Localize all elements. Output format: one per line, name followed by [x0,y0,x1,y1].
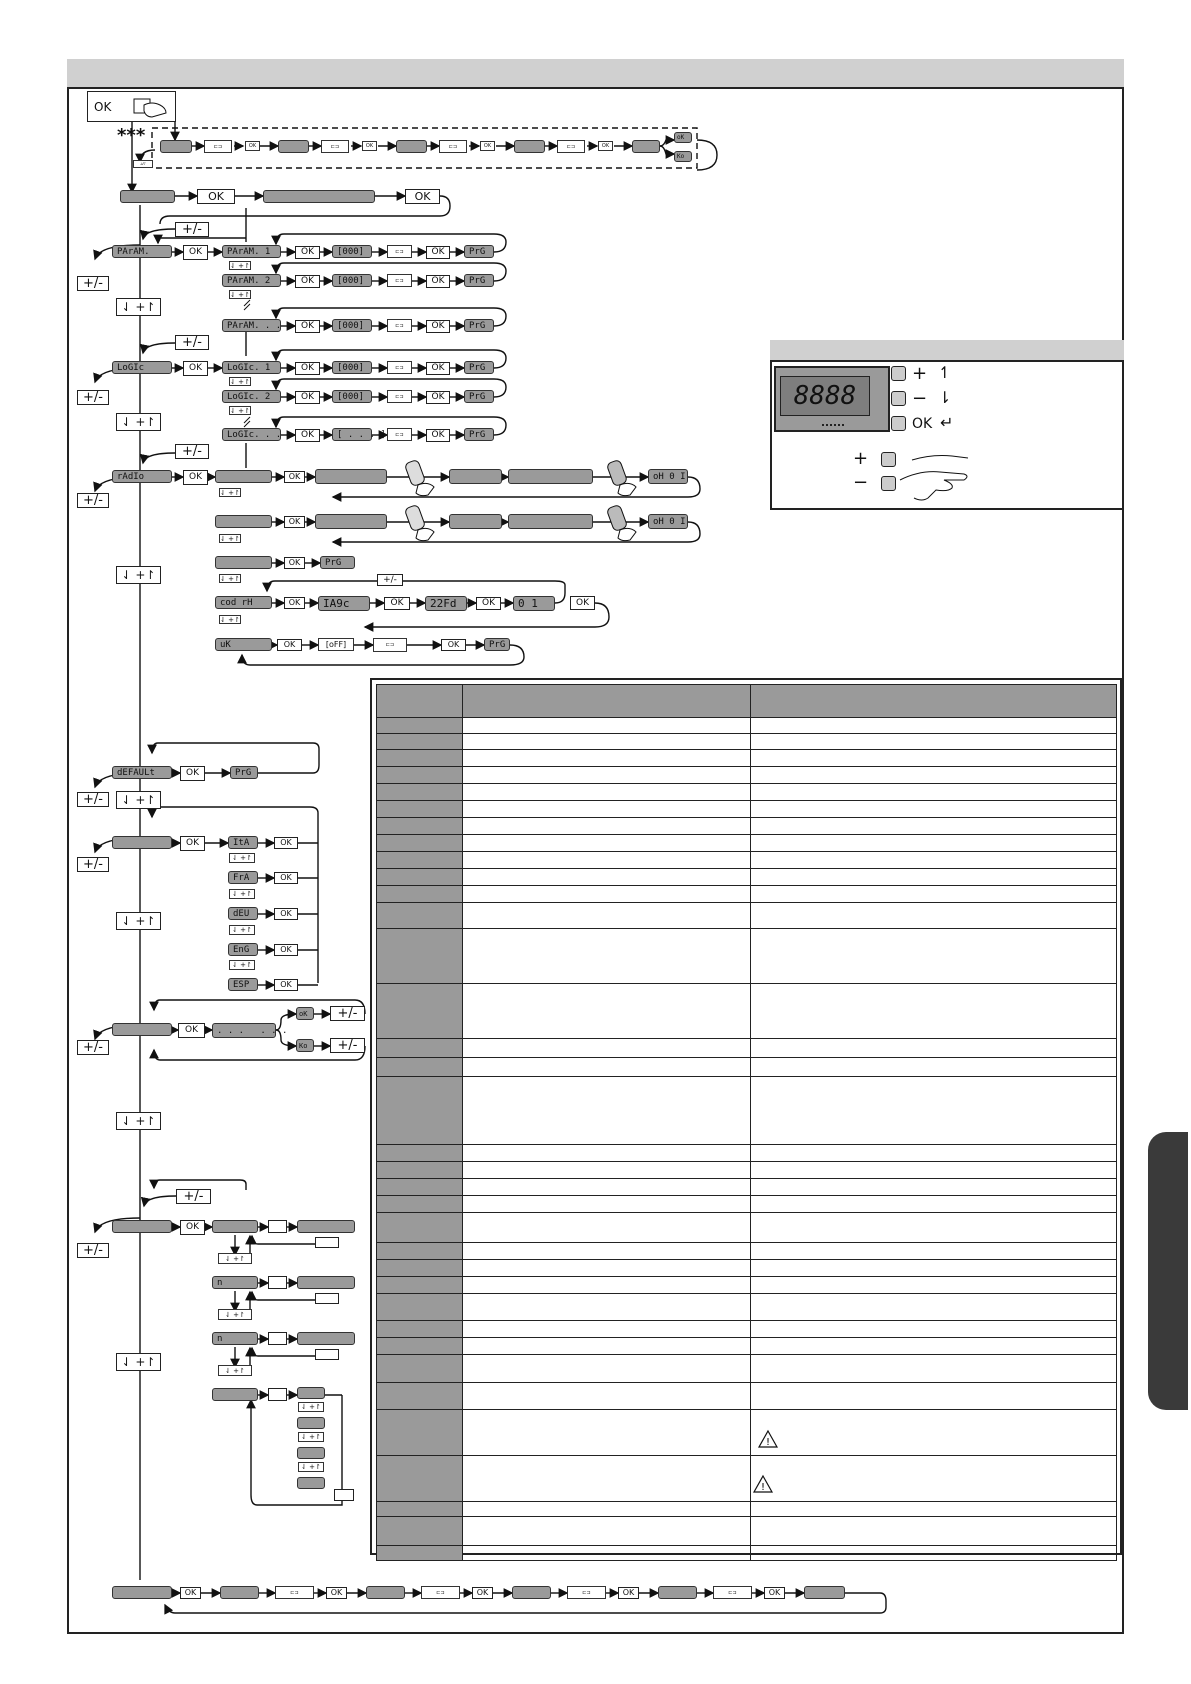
counter-blank-4 [268,1388,287,1401]
chain-lcd-4 [514,140,545,153]
radio-oh01-2: oH 0 I [648,514,688,529]
test-lcd [112,1023,172,1036]
logic-ok-1b: OK [426,362,450,375]
uk-ok: OK [441,639,466,651]
radio-updown-2: ⇃ +↾ [220,534,240,543]
trunk-plusminus-5: +/- [77,857,109,872]
radio-lcd-7 [508,514,593,529]
bottom-switch-3: ⊏⊐ [567,1586,606,1599]
table-row [377,1383,1117,1410]
param-switch-1: ⊏⊐ [387,245,412,258]
radio-lcd-4 [449,469,502,484]
logic-item-2: LoGIc. 2 [222,390,281,403]
codrh-code2: 22Fd [425,596,467,611]
lang-updown-2: ⇃ +↾ [229,889,255,899]
param-value-1: [000] [332,245,372,258]
logic-prg-2: PrG [464,390,494,403]
lang-ok-2: OK [274,872,298,884]
lang-updown-3: ⇃ +↾ [229,925,255,935]
radio-lcd-6 [508,469,593,484]
codrh-ok-1: OK [384,597,410,610]
param-ok: OK [183,245,208,260]
radio-ok: OK [183,470,208,485]
table-row [377,1179,1117,1196]
language-ok: OK [180,836,205,851]
remote-hand-icon-3 [600,455,640,495]
lang-updown-4: ⇃ +↾ [229,960,255,970]
bottom-switch-4: ⊏⊐ [713,1586,752,1599]
param-ok-3b: OK [426,320,450,333]
test-dots: . . . . . . [212,1023,276,1038]
trunk-plusminus-6: +/- [77,1040,109,1055]
chain-ok-1: OK [245,141,260,151]
table-row [377,801,1117,818]
chain-switch-2: ⊏⊐ [321,140,349,153]
radio-uk: uK [215,638,272,651]
remote-hand-icon-1 [398,455,438,495]
table-row [377,1294,1117,1321]
default-ok: OK [180,766,205,781]
param-ok-1: OK [295,246,320,259]
arrow-up-icon: ↿ [938,363,952,382]
svg-text:!: ! [765,1437,771,1448]
counter-small-3 [315,1349,339,1360]
press-minus-label: − [853,472,869,493]
trunk-updown-4: ⇃ +↾ [116,791,161,809]
bottom-lcd-4 [512,1586,551,1599]
trunk-plusminus-7: +/- [77,1243,109,1258]
chain-lcd-3 [396,140,427,153]
table-row [377,1277,1117,1294]
counter-blank-1 [268,1220,287,1233]
logic-value-3: [ . . . ] [332,428,372,441]
codrh-code1: IA9c [318,596,370,611]
chain-switch-4: ⊏⊐ [557,140,585,153]
param-ok-2b: OK [426,275,450,288]
param-updown-1: ⇃ +↾ [230,261,250,270]
test-plusminus-2: +/- [330,1038,365,1053]
counter-blank-2 [268,1276,287,1289]
table-row [377,869,1117,886]
radio-oh01-1: oH 0 I [648,469,688,484]
param-prg-3: PrG [464,319,494,332]
logic-updown-2: ⇃ +↾ [230,406,250,415]
counter-item-3: n [212,1332,258,1345]
bottom-lcd-2 [220,1586,259,1599]
logic-value-2: [000] [332,390,372,403]
test-ko-lcd: Ko [296,1039,314,1052]
chain-ok-2: OK [362,141,377,151]
bottom-lcd-1 [112,1586,172,1599]
panel-ok-label: OK [912,416,933,432]
trunk-plusminus-3: +/- [77,493,109,508]
counter-sub-updown-3: ⇃ +↾ [298,1462,324,1472]
radio-ok-2: OK [284,516,305,528]
counter-sub-2 [297,1417,325,1429]
codrh-ok-3: OK [570,596,595,610]
table-row [377,818,1117,835]
arrow-down-icon: ⇂ [938,388,952,407]
trunk-updown-2: ⇃ +↾ [116,413,161,431]
table-row [377,1162,1117,1179]
bottom-switch-2: ⊏⊐ [421,1586,460,1599]
radio-ok-1: OK [284,471,305,483]
radio-codrh: cod rH [215,596,272,609]
logic-switch-1: ⊏⊐ [387,361,412,374]
chain-ok-3: OK [480,141,495,151]
counter-lcd-1 [297,1220,355,1233]
parameter-table [376,684,1117,1561]
chain-ok-lcd: oK [674,132,692,143]
table-row [377,750,1117,767]
panel-minus-button[interactable] [891,391,906,406]
press-minus-button[interactable] [881,476,896,491]
remote-hand-icon-2 [398,500,438,540]
lang-ok-4: OK [274,944,298,956]
lang-ita: ItA [228,836,258,849]
display-dots-top [822,360,844,365]
table-row [377,767,1117,784]
bottom-lcd-5 [658,1586,697,1599]
counter-item-4 [212,1388,258,1401]
counter-plusminus: +/- [176,1189,211,1204]
stars-marker: *** [117,125,146,146]
row-ok-2: OK [405,189,440,204]
table-row [377,784,1117,801]
table-row [377,1058,1117,1077]
codrh-plusminus: +/- [377,574,403,586]
display-dots-bottom [822,424,844,429]
counter-updown-3: ⇃ +↾ [218,1365,252,1376]
trunk-updown-5: ⇃ +↾ [116,912,161,930]
test-ok: OK [178,1023,205,1038]
table-row [377,734,1117,750]
table-row [377,886,1117,903]
radio-updown-1: ⇃ +↾ [220,488,240,497]
param-updown-2: ⇃ +↾ [230,290,250,299]
counter-item-1 [212,1220,258,1233]
counter-updown-2: ⇃ +↾ [218,1309,252,1320]
radio-updown-4: ⇃ +↾ [220,615,240,624]
table-row [377,1260,1117,1277]
table-row [377,1145,1117,1162]
panel-plus-label: + [912,363,928,384]
codrh-code3: 0 1 [513,596,555,611]
trunk-plusminus-2: +/- [77,390,109,405]
bottom-lcd-6 [804,1586,845,1599]
press-plus-label: + [853,448,869,469]
lang-ok-1: OK [274,837,298,849]
logic-updown-1: ⇃ +↾ [230,377,250,386]
logic-value-1: [000] [332,361,372,374]
chain-switch-3: ⊏⊐ [439,140,467,153]
table-row [377,984,1117,1039]
table-row [377,1196,1117,1213]
radio-item-3 [215,556,272,569]
start-ok-label: OK [94,99,112,114]
trunk-updown-6: ⇃ +↾ [116,1112,161,1130]
param-ok-2: OK [295,275,320,288]
lang-ok-5: OK [274,979,298,991]
counter-sub-updown-2: ⇃ +↾ [298,1432,324,1442]
lang-esp: ESP [228,978,258,991]
finger-press-icon [898,450,978,500]
table-row [377,1338,1117,1355]
param-ok-1b: OK [426,246,450,259]
default-prg: PrG [230,766,258,779]
counter-ok: OK [180,1220,205,1235]
uk-off: [oFF] [318,638,354,651]
logic-ok: OK [183,361,208,376]
radio-lcd-5 [449,514,502,529]
param-item-1: PArAM. 1 [222,245,281,258]
logic-item-1: LoGIc. 1 [222,361,281,374]
logic-ok-2b: OK [426,391,450,404]
counter-lcd [112,1220,172,1233]
uk-prg: PrG [484,638,510,651]
radio-ok-4: OK [284,597,305,609]
bottom-lcd-3 [366,1586,405,1599]
logic-ok-3b: OK [426,429,450,442]
language-lcd [112,836,172,849]
table-row [377,1077,1117,1145]
row-ok-1: OK [197,189,235,204]
counter-blank-3 [268,1332,287,1345]
logic-ok-1: OK [295,362,320,375]
radio-lcd-3 [315,514,387,529]
chain-lcd-1 [160,140,192,153]
trunk-updown-1: ⇃ +↾ [116,298,161,316]
logic-ok-2: OK [295,391,320,404]
counter-sub-1 [297,1387,325,1399]
radio-ok-5: OK [277,639,302,651]
trunk-updown-7: ⇃ +↾ [116,1353,161,1371]
table-row [377,852,1117,869]
radio-item-2 [215,515,272,528]
counter-small-1 [315,1237,339,1248]
bottom-ok-3: OK [472,1587,493,1599]
param-prg-1: PrG [464,245,494,258]
counter-updown-1: ⇃ +↾ [218,1253,252,1264]
test-ok-lcd: oK [296,1007,314,1020]
test-plusminus-1: +/- [330,1006,365,1021]
main-lcd [120,190,175,203]
counter-lcd-3 [297,1332,355,1345]
panel-minus-label: − [912,388,928,409]
counter-sub-3 [297,1447,325,1459]
table-row [377,1456,1117,1502]
radio-updown-3: ⇃ +↾ [220,574,240,583]
codrh-ok-2: OK [476,597,501,610]
table-row [377,903,1117,929]
panel-ok-button[interactable] [891,416,906,431]
press-plus-button[interactable] [881,452,896,467]
chain-ko-lcd: Ko [674,151,692,162]
enter-icon: ↵ [940,413,954,432]
logic-plusminus: +/- [175,335,209,350]
default-lcd: dEFAULt [112,766,172,779]
svg-text:!: ! [760,1482,766,1493]
start-ok-box [87,91,176,122]
table-header-row [377,685,1117,718]
counter-end-box [334,1489,354,1501]
mini-updown: ▵▿ [133,160,153,168]
bottom-ok-5: OK [764,1587,785,1599]
logic-switch-3: ⊏⊐ [387,428,412,441]
lang-deu: dEU [228,907,258,920]
table-row [377,1243,1117,1260]
param-value-3: [000] [332,319,372,332]
counter-small-2 [315,1293,339,1304]
counter-lcd-2 [297,1276,355,1289]
logic-prg-3: PrG [464,428,494,441]
counter-sub-4 [297,1477,325,1489]
counter-item-2: n [212,1276,258,1289]
remote-hand-icon-4 [600,500,640,540]
panel-plus-button[interactable] [891,366,906,381]
logic-item-3: LoGIc. . . . [222,428,281,441]
table-row [377,1039,1117,1058]
table-row [377,718,1117,734]
radio-item-1 [215,470,272,483]
logic-switch-2: ⊏⊐ [387,390,412,403]
table-row [377,1502,1117,1517]
lang-ok-3: OK [274,908,298,920]
display-digits: 8888 [780,376,870,416]
table-row [377,1410,1117,1456]
param-switch-3: ⊏⊐ [387,319,412,332]
bottom-ok-4: OK [618,1587,639,1599]
logic-prg-1: PrG [464,361,494,374]
password-lcd [263,190,375,203]
param-lcd: PArAM. [112,245,172,258]
trunk-plusminus-4: +/- [77,792,109,807]
param-prg-2: PrG [464,274,494,287]
radio-lcd-2 [315,469,387,484]
trunk-updown-3: ⇃ +↾ [116,566,161,584]
radio-plusminus: +/- [175,444,209,459]
bottom-switch-1: ⊏⊐ [275,1586,314,1599]
lang-eng: EnG [228,943,258,956]
chain-lcd-2 [278,140,309,153]
chain-switch-1: ⊏⊐ [204,140,232,153]
lang-fra: FrA [228,871,258,884]
param-value-2: [000] [332,274,372,287]
radio-lcd: rAdIo [112,470,172,483]
warning-icon [758,1430,778,1448]
lang-updown-1: ⇃ +↾ [229,853,255,863]
table-row [377,1546,1117,1561]
chain-lcd-5 [632,140,660,153]
bottom-ok-2: OK [326,1587,347,1599]
logic-ok-3: OK [295,429,320,442]
param-item-2: PArAM. 2 [222,274,281,287]
chain-ok-4: OK [598,141,613,151]
param-ok-3: OK [295,320,320,333]
param-plusminus: +/- [175,222,209,237]
counter-sub-updown-1: ⇃ +↾ [298,1402,324,1412]
logic-lcd: LoGIc [112,361,172,374]
warning-icon [753,1475,773,1493]
radio-ok-3: OK [284,557,305,569]
bottom-ok-1: OK [180,1587,201,1599]
trunk-plusminus-1: +/- [77,276,109,291]
display-panel-header [770,340,1124,362]
table-row [377,1355,1117,1383]
table-row [377,1321,1117,1338]
table-row [377,1517,1117,1546]
param-item-3: PArAM. . . . [222,319,281,332]
table-row [377,1213,1117,1243]
uk-switch: ⊏⊐ [373,638,407,652]
hand-press-icon [130,95,170,119]
param-switch-2: ⊏⊐ [387,274,412,287]
table-row [377,835,1117,852]
table-row [377,929,1117,984]
radio-prg: PrG [320,556,355,569]
